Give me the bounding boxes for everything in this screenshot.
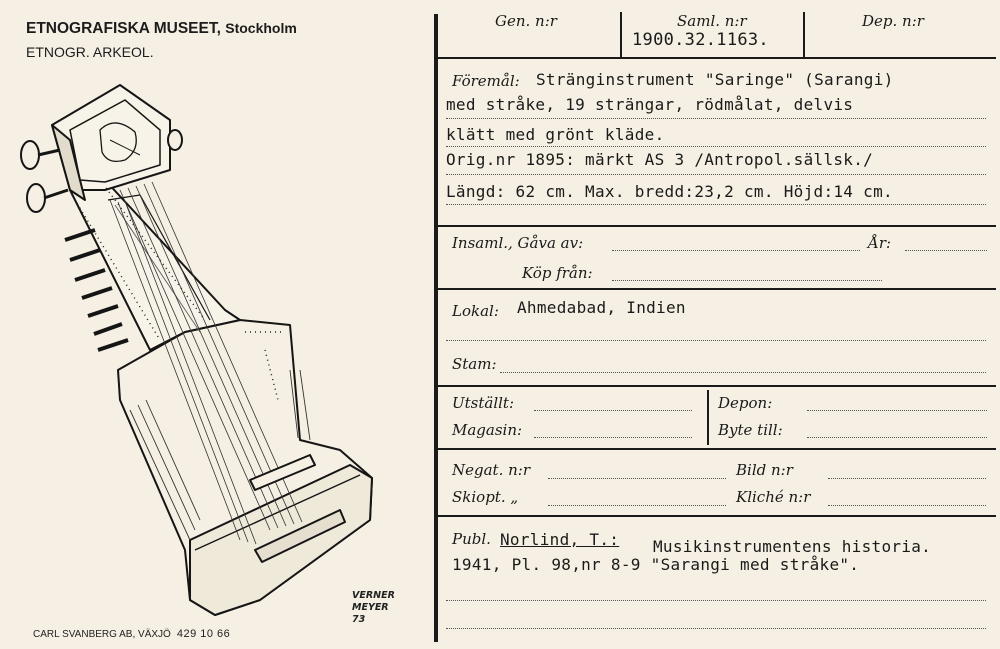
tribe-label: Stam: — [452, 355, 497, 373]
dotted-line — [828, 478, 986, 479]
dotted-line — [612, 280, 882, 281]
purchased-from-label: Köp från: — [522, 264, 593, 282]
section-rule — [436, 288, 996, 290]
object-line-5: Längd: 62 cm. Max. bredd:23,2 cm. Höjd:14 cm. — [446, 182, 893, 201]
storage-label: Magasin: — [452, 421, 523, 439]
section-rule — [436, 515, 996, 517]
publication-author: Norlind, T.: — [500, 530, 620, 549]
gen-number-label: Gen. n:r — [495, 12, 557, 30]
dotted-line — [446, 204, 986, 205]
year-label: År: — [868, 234, 892, 252]
object-line-3: klätt med grönt kläde. — [446, 125, 665, 144]
printer-name: CARL SVANBERG AB, VÄXJÖ — [33, 629, 171, 640]
museum-name — [26, 20, 297, 38]
museum-title: ETNOGRAFISKA MUSEET, — [26, 20, 221, 37]
dotted-line — [612, 250, 860, 251]
dotted-line — [534, 437, 692, 438]
form-left-border — [434, 14, 438, 642]
negative-number-label: Negat. n:r — [452, 461, 530, 479]
saml-number-value: 1900.32.1163. — [632, 30, 769, 50]
dotted-line — [446, 174, 986, 175]
exchange-label: Byte till: — [718, 421, 783, 439]
form-code: 429 10 66 — [176, 628, 231, 640]
image-number-label: Bild n:r — [736, 461, 793, 479]
section-rule — [436, 57, 996, 59]
deposited-label: Depon: — [718, 394, 773, 412]
dotted-line — [500, 372, 986, 373]
dep-number-label: Dep. n:r — [862, 12, 924, 30]
dotted-line — [446, 146, 986, 147]
header-divider — [803, 12, 805, 58]
section-rule — [436, 225, 996, 227]
signature-line: 73 — [352, 614, 366, 625]
signature-line: VERNER — [352, 590, 395, 601]
header-divider — [620, 12, 622, 58]
storage-divider — [707, 390, 709, 445]
dotted-line — [446, 340, 986, 341]
dotted-line — [446, 600, 986, 601]
dotted-line — [905, 250, 987, 251]
exhibited-label: Utställt: — [452, 394, 515, 412]
publication-label: Publ. — [452, 530, 491, 548]
locality-label: Lokal: — [452, 302, 499, 320]
locality-value: Ahmedabad, Indien — [517, 298, 686, 317]
slide-label: Skiopt. „ — [452, 488, 519, 506]
dotted-line — [807, 410, 987, 411]
dotted-line — [446, 118, 986, 119]
artist-signature — [352, 590, 422, 626]
collected-gift-label: Insaml., Gåva av: — [452, 234, 584, 252]
saml-number-label: Saml. n:r — [677, 12, 747, 30]
dotted-line — [446, 628, 986, 629]
object-line-1: Stränginstrument "Saringe" (Sarangi) — [536, 70, 894, 89]
dotted-line — [548, 505, 726, 506]
publication-title: Musikinstrumentens historia. — [653, 537, 932, 556]
dotted-line — [828, 505, 986, 506]
museum-city: Stockholm — [225, 20, 297, 36]
publication-line-2: 1941, Pl. 98,nr 8-9 "Sarangi med stråke". — [452, 555, 860, 574]
signature-line: MEYER — [352, 602, 389, 613]
cliche-number-label: Kliché n:r — [736, 488, 811, 506]
printer-imprint — [33, 628, 230, 640]
section-rule — [436, 448, 996, 450]
dotted-line — [807, 437, 987, 438]
object-line-4: Orig.nr 1895: märkt AS 3 /Antropol.sällsk./ — [446, 150, 874, 169]
dotted-line — [534, 410, 692, 411]
section-rule — [436, 385, 996, 387]
sarangi-illustration — [10, 70, 390, 630]
object-label: Föremål: — [452, 72, 520, 90]
object-line-2: med stråke, 19 strängar, rödmålat, delvis — [446, 95, 854, 114]
department-label: ETNOGR. ARKEOL. — [26, 44, 154, 60]
dotted-line — [548, 478, 726, 479]
